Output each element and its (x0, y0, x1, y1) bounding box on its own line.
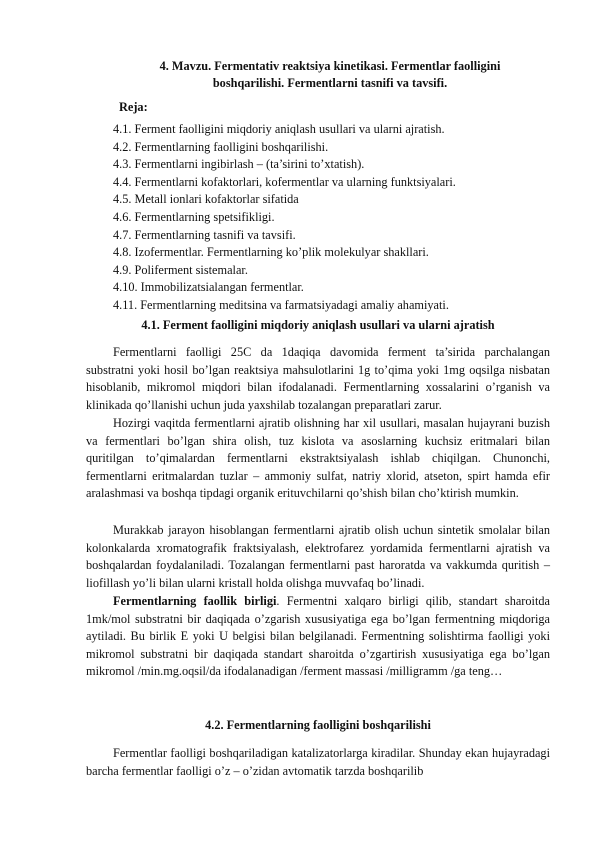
section-heading-4-2: 4.2. Fermentlarning faolligini boshqarilishi (205, 718, 431, 732)
plan-item: 4.7. Fermentlarning tasnifi va tavsifi. (113, 227, 296, 242)
plan-item: 4.10. Immobilizatsialangan fermentlar. (113, 280, 304, 295)
paragraph: Murakkab jarayon hisoblangan fermentlarni ajratib olish uchun sintetik smolalar bilan kolonkalarda xromatografik fraktsiyalash, elektrofarez yordamida fermentlarni ajratish va boshqalardan foydalaniladi. Tozalangan fermentlarni past haroratda va vakkumda quritish – liofillash yo’li bilan ularni kristall holda olishga muvvafaq bo’linadi. (86, 523, 550, 590)
plan-item: 4.1. Ferment faolligini miqdoriy aniqlash usullari va ularni ajratish. (113, 122, 445, 136)
plan-heading: Reja: (119, 100, 148, 114)
document-title-line-2: boshqarilishi. Fermentlarni tasnifi va tavsifi. (212, 76, 448, 90)
paragraph (86, 593, 550, 681)
plan-item: 4.9. Poliferment sistemalar. (113, 262, 248, 277)
paragraph: Hozirgi vaqitda fermentlarni ajratib olishning har xil usullari, masalan hujayrani buzish va fermentlari bo’lgan shira olish, tuz kislota va asoslarning kuchsiz eritmalari bilan quritilgan to’qimalardan fermentlarni ekstraktsiyalash ishlab chiqilgan. Chunonchi, fermentlarni eritmalardan tuzlar – ammoniy sulfat, natriy xlorid, atseton, spirt hamda efir aralashmasi va boshqa tipdagi organik erituvchilarni qo’shish bilan cho’ktirish mumkin. (86, 416, 550, 501)
paragraph: Fermentlarni faolligi 25C da 1daqiqa davomida ferment ta’sirida parchalangan substratni yoki hosil bo’lgan reaktsiya mahsulotlarini 1g to’qima yoki 1mg oqsilga nisbatan hisoblanib, mikromol miqdori bilan ifodalanadi. Fermentlarning xossalarini o’rganish va klinikada qo’llanishi uchun juda yaxshilab tozalangan preparatlari zarur. (86, 345, 550, 412)
plan-item: 4.3. Fermentlarni ingibirlash – (ta’sirini to’xtatish). (113, 157, 365, 172)
plan-item: 4.4. Fermentlarni kofaktorlari, kofermentlar va ularning funktsiyalari. (113, 174, 456, 189)
bold-term: Fermentlarning faollik birligi (113, 594, 277, 608)
section-heading-4-1: 4.1. Ferment faolligini miqdoriy aniqlash usullari va ularni ajratish (141, 318, 495, 332)
paragraph-text: . Fermentni xalqaro birligi qilib, standart sharoitda 1mk/mol substratni bir daqiqada o’zgarish xususiyatiga ega bo’lgan fermentning miqdoriga aytiladi. Bu birlik E yoki U belgisi bilan belgilanadi. Fermentning solishtirma faolligi yoki mikromol substratni bir daqiqada standart sharoitda o’zgartirish xususiyatiga ega bo’lgan mikromol /min.mg.oqsil/da ifodalanadigan /ferment massasi /milligramm /ga teng… (86, 594, 550, 679)
paragraph: Fermentlar faolligi boshqariladigan katalizatorlarga kiradilar. Shunday ekan hujayradagi barcha fermentlar faolligi o’z – o’zidan avtomatik tarzda boshqarilib (86, 746, 550, 778)
plan-item: 4.2. Fermentlarning faolligini boshqarilishi. (113, 139, 329, 154)
plan-list (113, 121, 456, 315)
plan-item: 4.11. Fermentlarning meditsina va farmatsiyadagi amaliy ahamiyati. (113, 297, 449, 312)
plan-item: 4.5. Metall ionlari kofaktorlar sifatida (113, 192, 299, 207)
plan-item: 4.8. Izofermentlar. Fermentlarning ko’plik molekulyar shakllari. (113, 245, 429, 260)
document-title (130, 58, 530, 92)
document-title-line-1: 4. Mavzu. Fermentativ reaktsiya kinetikasi. Fermentlar faolligini (159, 59, 501, 73)
plan-item: 4.6. Fermentlarning spetsifikligi. (113, 209, 275, 224)
